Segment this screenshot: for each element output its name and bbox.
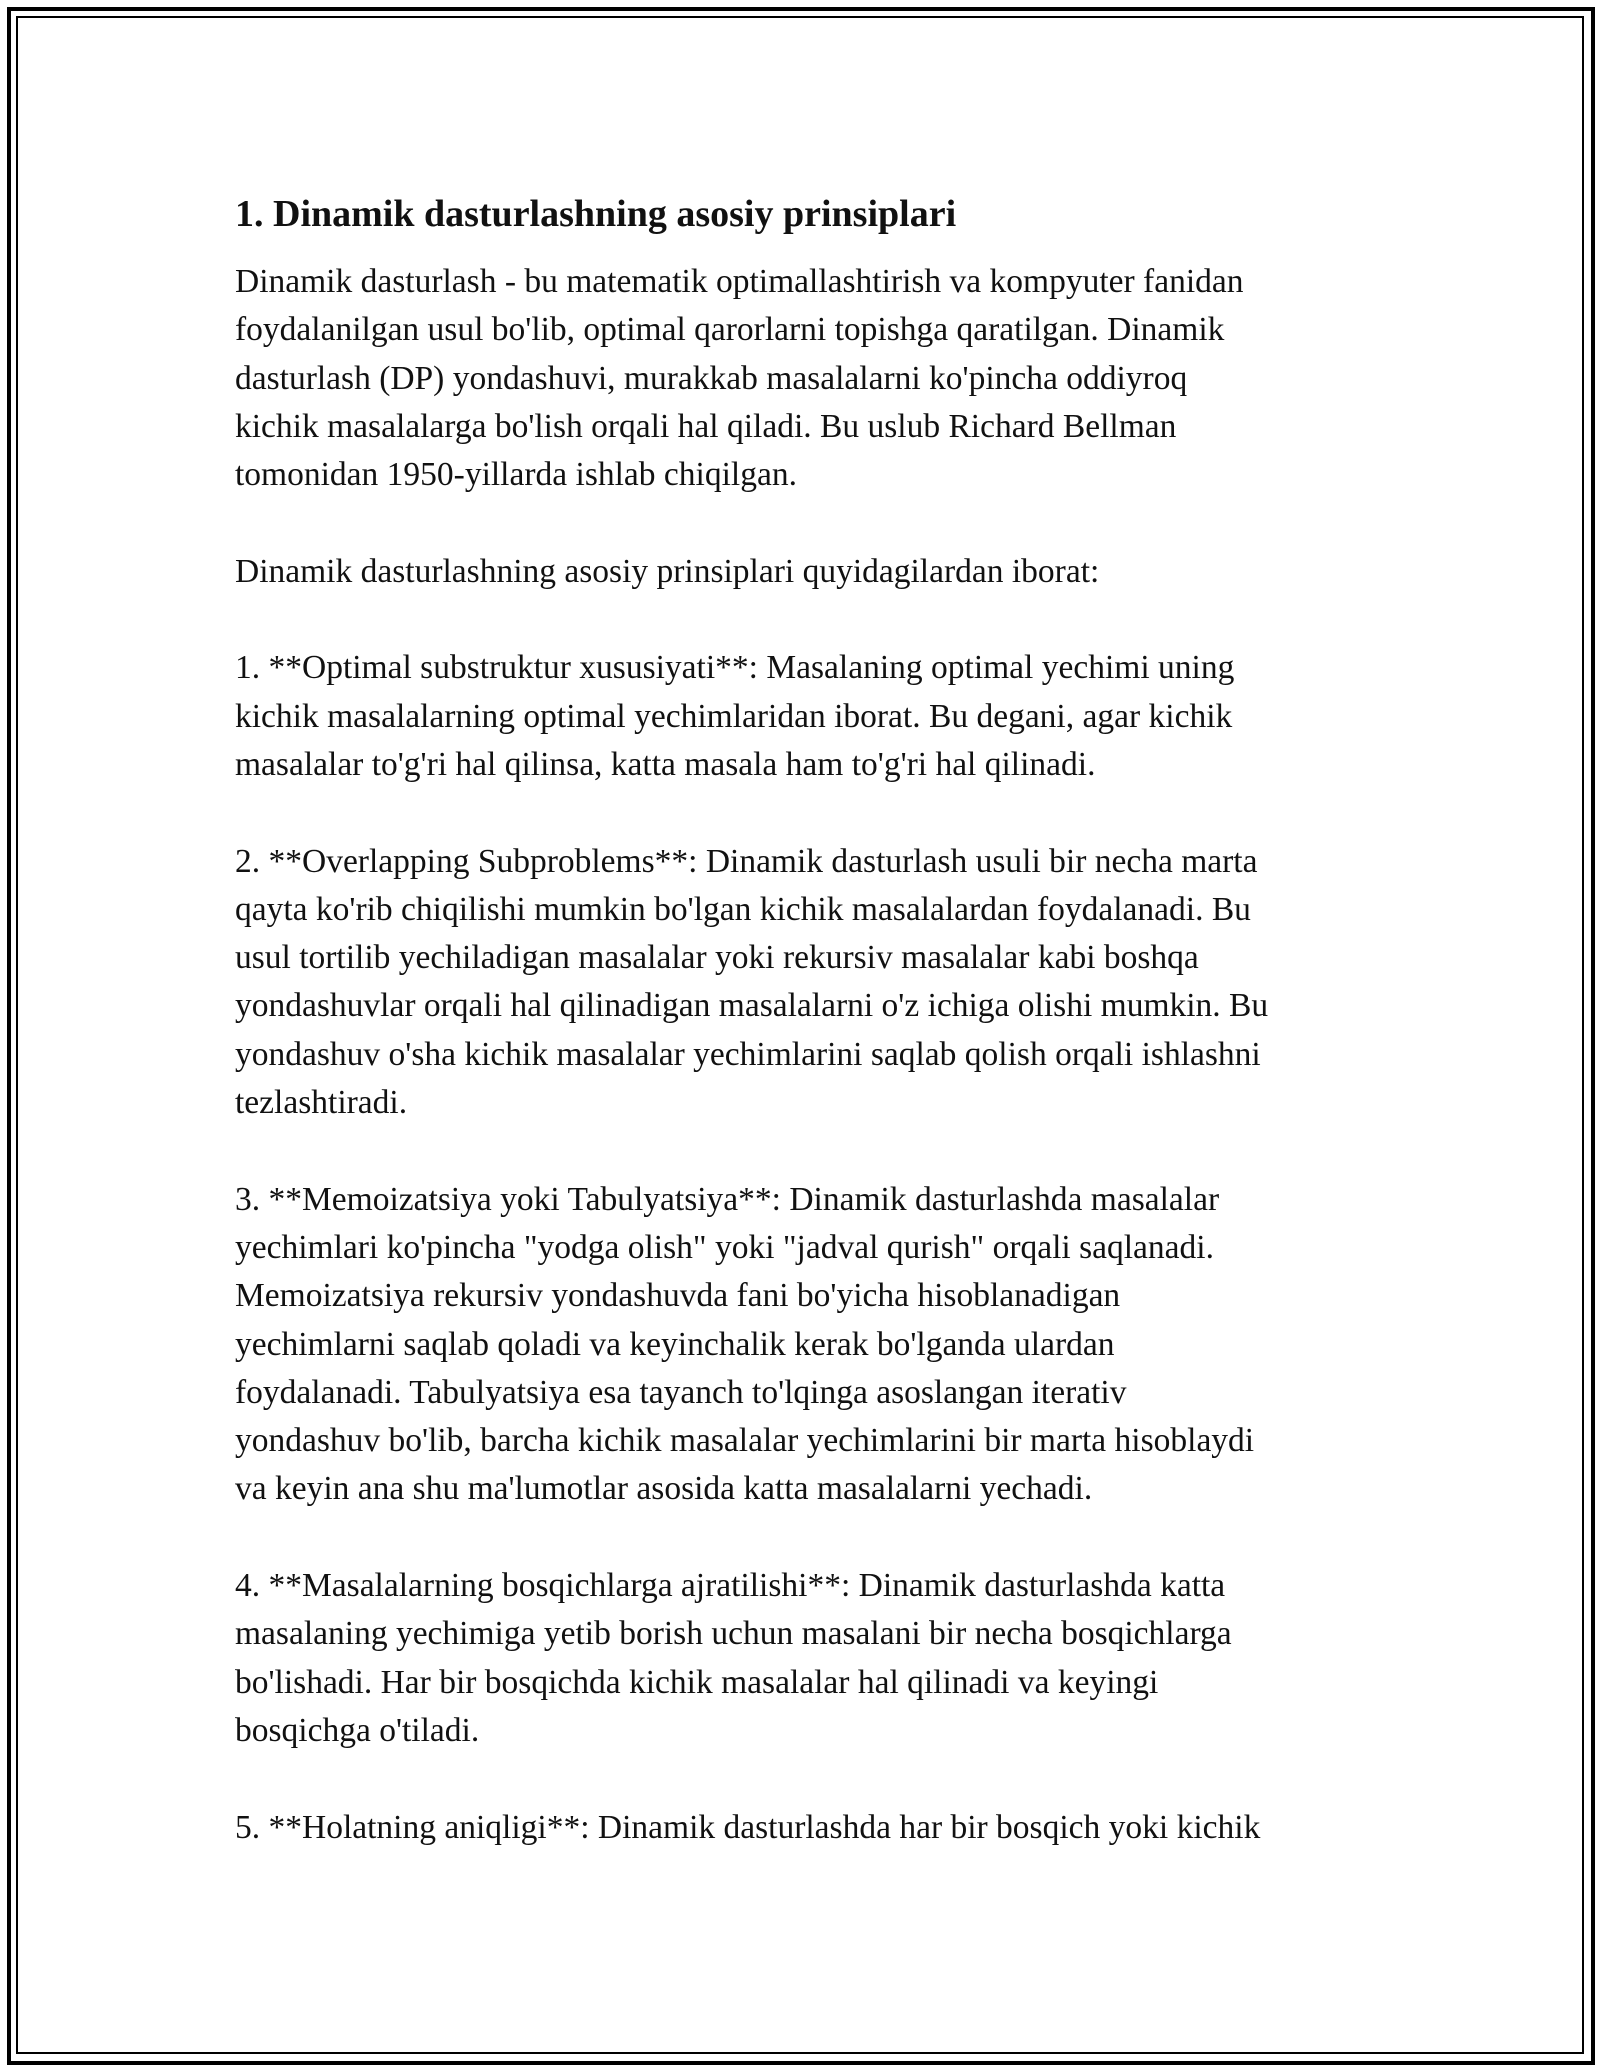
principles-intro-paragraph: Dinamik dasturlashning asosiy prinsiplari quyidagilardan iborat: (235, 552, 1100, 590)
principle-1-paragraph: 1. **Optimal substruktur xususiyati**: Masalaning optimal yechimi uning kichik masalalarning optimal yechimlaridan iborat. Bu degani, agar kichik masalalar to'g'ri hal qilinsa, katta masala ham to'g'ri hal qilinadi. (235, 649, 1235, 783)
principle-5-paragraph: 5. **Holatning aniqligi**: Dinamik dasturlashda har bir bosqich yoki kichik (235, 1808, 1261, 1846)
principle-4-paragraph: 4. **Masalalarning bosqichlarga ajratilishi**: Dinamik dasturlashda katta masalaning yechimiga yetib borish uchun masalani bir necha bosqichlarga bo'lishadi. Har bir bosqichda kichik masalalar hal qilinadi va keyingi bosqichga o'tiladi. (235, 1567, 1232, 1749)
principle-3-paragraph: 3. **Memoizatsiya yoki Tabulyatsiya**: Dinamik dasturlashda masalalar yechimlari ko'pincha "yodga olish" yoki "jadval qurish" orqali saqlanadi. Memoizatsiya rekursiv yondashuvda fani bo'yicha hisoblanadigan yechimlarni saqlab qoladi va keyinchalik kerak bo'lganda ulardan foydalanadi. Tabulyatsiya esa tayanch to'lqinga asoslangan iterativ yondashuv bo'lib, barcha kichik masalalar yechimlarini bir marta hisoblaydi va keyin ana shu ma'lumotlar asosida katta masalalarni yechadi. (235, 1180, 1255, 1508)
principle-2-paragraph: 2. **Overlapping Subproblems**: Dinamik dasturlash usuli bir necha marta qayta ko'rib chiqilishi mumkin bo'lgan kichik masalalardan foydalanadi. Bu usul tortilib yechiladigan masalalar yoki rekursiv masalalar kabi boshqa yondashuvlar orqali hal qilinadigan masalalarni o'z ichiga olishi mumkin. Bu yondashuv o'sha kichik masalalar yechimlarini saqlab qolish orqali ishlashni tezlashtiradi. (235, 842, 1269, 1122)
intro-paragraph: Dinamik dasturlash - bu matematik optimallashtirish va kompyuter fanidan foydalanilgan usul bo'lib, optimal qarorlarni topishga qaratilgan. Dinamik dasturlash (DP) yondashuvi, murakkab masalalarni ko'pincha oddiyroq kichik masalalarga bo'lish orqali hal qiladi. Bu uslub Richard Bellman tomonidan 1950-yillarda ishlab chiqilgan. (235, 263, 1244, 494)
document-body (235, 190, 1380, 1900)
section-heading: 1. Dinamik dasturlashning asosiy prinsiplari (235, 193, 957, 235)
